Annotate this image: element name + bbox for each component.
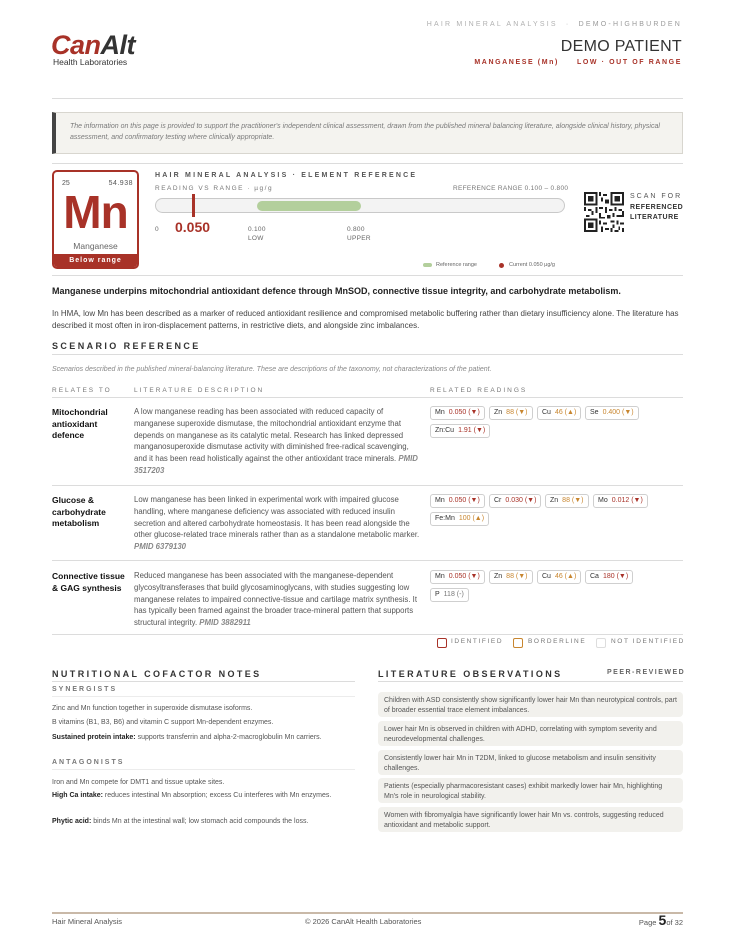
reading-value: 0.050 (▼): [448, 409, 480, 416]
synergist-note: Zinc and Mn function together in superoxide dismutase isoforms.: [52, 705, 253, 712]
column-header-readings: RELATED READINGS: [430, 387, 528, 394]
reading-chip: [430, 512, 489, 526]
key-identified-swatch: [437, 638, 447, 648]
divider: [52, 696, 355, 697]
reading-chip: [537, 570, 581, 584]
legend-current-swatch: [499, 263, 504, 268]
observations-heading: LITERATURE OBSERVATIONS: [378, 669, 563, 679]
reading-chip: [593, 494, 648, 508]
scenario-row-title: Mitochondrial antioxidant defence: [52, 407, 108, 440]
divider: [52, 769, 355, 770]
range-bar: [155, 198, 565, 213]
header-divider: [52, 98, 683, 99]
reading-element: Zn: [550, 497, 559, 504]
footer-left: Hair Mineral Analysis: [52, 917, 123, 926]
reading-value: 0.400 (▼): [602, 409, 634, 416]
reading-element: P: [435, 591, 440, 598]
low-tick: 0.100 LOW: [248, 226, 266, 242]
element-name: Manganese: [73, 241, 118, 251]
synergist-note: B vitamins (B1, B3, B6) and vitamin C support Mn-dependent enzymes.: [52, 719, 274, 726]
divider: [52, 354, 683, 355]
antagonists-heading: ANTAGONISTS: [52, 759, 125, 766]
reading-chip: [585, 406, 639, 420]
reading-chip: [545, 494, 589, 508]
reading-chip: [430, 406, 485, 420]
reading-element: Zn:Cu: [435, 427, 455, 434]
reading-value: 0.030 (▼): [505, 497, 537, 504]
cofactor-heading: NUTRITIONAL COFACTOR NOTES: [52, 669, 262, 679]
antagonist-note: Iron and Mn compete for DMT1 and tissue uptake sites.: [52, 779, 225, 786]
scenario-row-description: Low manganese has been linked in experimental work with impaired glucose handling, where manganese deficiency was associated with reduced insulin secretion and altered carbohydrate homeostasis. It has been read alongside the other glucose-related trace minerals rather than as a standalone metabolic marker. PMID 6379130: [134, 495, 420, 552]
related-readings: [430, 494, 690, 528]
reference-subtitle: READING VS RANGE · µg/g: [155, 185, 274, 192]
divider: [52, 681, 355, 682]
reading-value: 118 (-): [443, 591, 464, 598]
element-label: MANGANESE (Mn): [474, 59, 559, 66]
lead-statement: Manganese underpins mitochondrial antioxidant defence through MnSOD, connective tissue integrity, and carbohydrate metabolism.: [52, 286, 621, 296]
reading-element: Zn: [494, 573, 503, 580]
reading-chip: [537, 406, 581, 420]
divider: [378, 681, 683, 682]
reading-chip: [430, 424, 490, 438]
reading-element: Cu: [542, 409, 551, 416]
antagonist-note: Phytic acid: binds Mn at the intestinal wall; low stomach acid compounds the loss.: [52, 818, 309, 825]
related-readings: [430, 406, 690, 440]
intro-paragraph: In HMA, low Mn has been described as a marker of reduced antioxidant resilience and compromised metabolic buffering rather than dietary insufficiency alone. The literature has described it most often in iron-displacement patterns, in restrictive diets, and alongside zinc imbalances.: [52, 309, 679, 330]
reading-element: Mn: [435, 409, 445, 416]
scan-caption: SCAN FOR REFERENCED LITERATURE: [630, 193, 684, 221]
patient-name: DEMO PATIENT: [560, 38, 682, 55]
pmid-reference: PMID 3882911: [199, 618, 251, 628]
reading-chip: [489, 570, 533, 584]
atomic-number: 25: [62, 180, 70, 187]
antagonist-note: High Ca intake: reduces intestinal Mn absorption; excess Cu interferes with Mn enzymes.: [52, 792, 332, 799]
divider: [52, 163, 683, 164]
page-number: Page 5of 32: [638, 912, 683, 928]
reading-element: Cr: [494, 497, 502, 504]
reading-element: Mn: [435, 573, 445, 580]
reading-element: Zn: [494, 409, 503, 416]
reading-value: 180 (▼): [602, 573, 629, 580]
reading-element: Mn: [435, 497, 445, 504]
reading-element: Ca: [590, 573, 599, 580]
reading-value: 88 (▼): [506, 573, 528, 580]
key-not-identified-label: NOT IDENTIFIED: [611, 638, 685, 645]
reading-value: 0.012 (▼): [611, 497, 643, 504]
legend-current-label: Current 0.050 µg/g: [509, 262, 555, 268]
scenario-note: Scenarios described in the published mineral-balancing literature. These are descriptions of the taxonomy, not characterizations of the patient.: [52, 366, 492, 373]
peer-reviewed-tag: PEER-REVIEWED: [607, 669, 686, 676]
reference-range-text: REFERENCE RANGE 0.100 – 0.800: [453, 185, 569, 192]
observation-item: Lower hair Mn is observed in children with ADHD, correlating with symptom severity and neurodevelopmental challenges.: [378, 721, 683, 746]
element-status-line: [474, 59, 682, 66]
current-marker: [192, 194, 195, 217]
observation-item: Women with fibromyalgia have significantly lower hair Mn vs. controls, suggesting reduced antioxidant and metabolic support.: [378, 807, 683, 832]
reading-value: 0.050 (▼): [448, 573, 480, 580]
logo-subtitle: Health Laboratories: [53, 57, 128, 67]
scenario-row-description: A low manganese reading has been associated with reduced capacity of manganese superoxide dismutase, the mitochondrial antioxidant enzyme that depends on manganese as its catalytic metal. Research has linked depressed manganosuperoxide dismutase activity with diminished free-radical scavenging, and it has been read holistically against the other antioxidant trace minerals. PMID 3517203: [134, 407, 418, 475]
reading-value: 100 (▲): [458, 515, 485, 522]
reading-value: 88 (▼): [562, 497, 584, 504]
reference-range-fill: [257, 201, 361, 211]
divider: [52, 397, 683, 398]
reading-chip: [430, 494, 485, 508]
pmid-reference: PMID 3517203: [134, 454, 418, 475]
range-band: Below range: [54, 254, 137, 267]
reading-value: 46 (▲): [554, 409, 577, 416]
reading-chip: [430, 570, 485, 584]
legend-range-label: Reference range: [436, 262, 477, 268]
footer-copyright: © 2026 CanAlt Health Laboratories: [305, 917, 422, 926]
element-symbol: Mn: [63, 186, 128, 238]
synergist-note: Sustained protein intake: supports transferrin and alpha-2-macroglobulin Mn carriers.: [52, 734, 322, 741]
column-header-relates: RELATES TO: [52, 387, 112, 394]
element-tile: [52, 170, 139, 269]
reading-chip: [430, 588, 469, 602]
scenario-row-description: Reduced manganese has been associated with the manganese-dependent glycosyltransferases that build glycosaminoglycans, with studies suggesting low manganese relates to impaired connective-tissue and cartilage matrix synthesis. It has typically been framed against the broader trace-mineral pattern that supports structural integrity. PMID 3882911: [134, 571, 417, 628]
divider: [52, 634, 683, 635]
footer-divider: [52, 912, 683, 914]
reading-value: 46 (▲): [554, 573, 577, 580]
key-identified-label: IDENTIFIED: [451, 638, 504, 645]
scale-zero: 0: [155, 226, 159, 233]
status-label: LOW · OUT OF RANGE: [576, 59, 682, 66]
key-borderline-label: BORDERLINE: [528, 638, 587, 645]
reading-element: Fe:Mn: [435, 515, 455, 522]
related-readings: [430, 570, 690, 604]
divider: [52, 485, 683, 486]
pmid-reference: PMID 6379130: [134, 542, 187, 552]
reference-title: HAIR MINERAL ANALYSIS · ELEMENT REFERENCE: [155, 172, 418, 179]
divider: [52, 560, 683, 561]
key-not-identified-swatch: [596, 638, 606, 648]
scenario-heading: SCENARIO REFERENCE: [52, 341, 201, 351]
synergists-heading: SYNERGISTS: [52, 686, 118, 693]
reading-value: 1.91 (▼): [458, 427, 486, 434]
observation-item: Patients (especially pharmacoresistant cases) exhibit markedly lower hair Mn, highlighting Mn's role in neurological stability.: [378, 778, 683, 803]
current-value: 0.050: [175, 219, 211, 235]
reading-chip: [489, 406, 533, 420]
reading-chip: [489, 494, 541, 508]
atomic-mass: 54.938: [108, 180, 133, 187]
reading-value: 88 (▼): [506, 409, 528, 416]
qr-code-icon[interactable]: [584, 192, 624, 232]
observation-item: Consistently lower hair Mn in T2DM, linked to glucose metabolism and insulin sensitivity challenges.: [378, 750, 683, 775]
key-borderline-swatch: [513, 638, 523, 648]
legend-range-swatch: [423, 263, 432, 267]
scenario-row-title: Connective tissue & GAG synthesis: [52, 571, 125, 593]
reading-element: Cu: [542, 573, 551, 580]
logo: CanAlt: [51, 30, 136, 60]
observation-item: Children with ASD consistently show significantly lower hair Mn than neurotypical controls, part of broader essential trace element imbalances.: [378, 692, 683, 717]
divider: [52, 275, 683, 276]
reading-element: Mo: [598, 497, 608, 504]
reading-value: 0.050 (▼): [448, 497, 480, 504]
reading-chip: [585, 570, 633, 584]
report-type-line: HAIR MINERAL ANALYSIS · DEMO-HIGHBURDEN: [426, 21, 682, 28]
upper-tick: 0.800 UPPER: [347, 226, 371, 242]
column-header-description: LITERATURE DESCRIPTION: [134, 387, 265, 394]
reading-element: Se: [590, 409, 599, 416]
scenario-row-title: Glucose & carbohydrate metabolism: [52, 495, 106, 528]
disclaimer-notice: The information on this page is provided to support the practitioner's independent clinical assessment, drawn from the published mineral balancing literature, alongside clinical history, physical assessment, and confirmatory testing where clinically appropriate.: [52, 112, 683, 154]
